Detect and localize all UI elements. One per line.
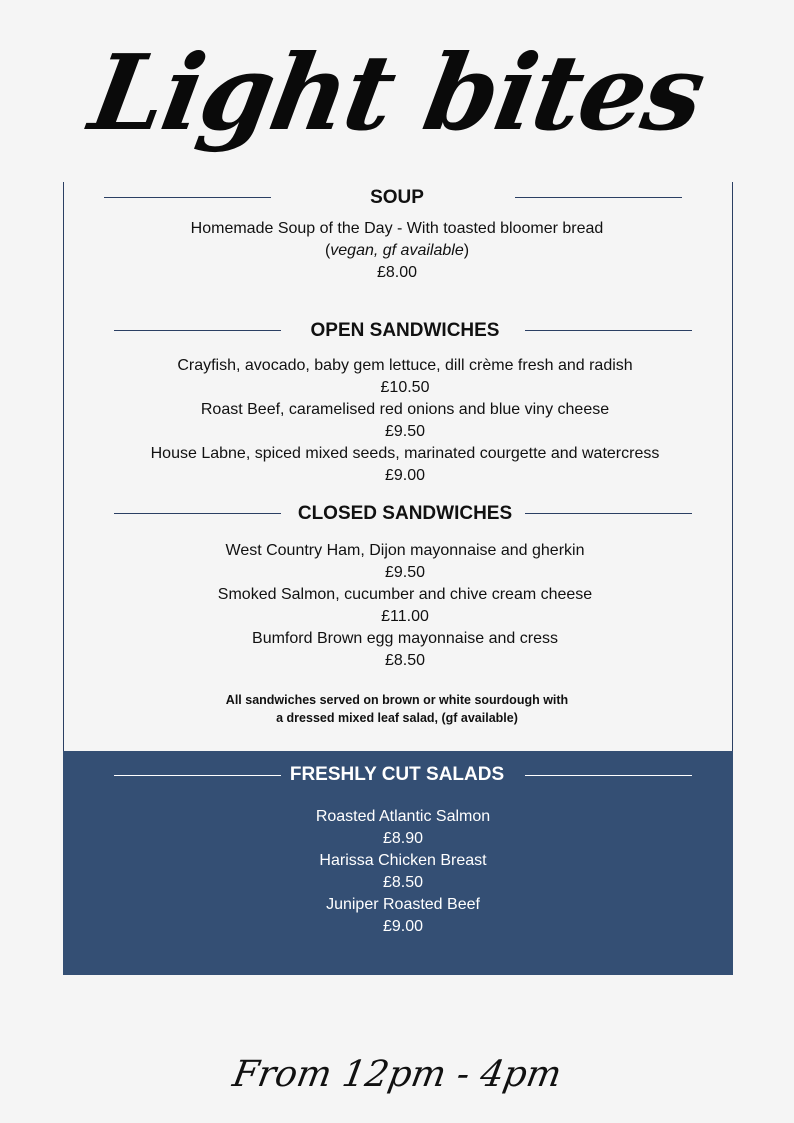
list-item-price: £9.00 (384, 467, 426, 484)
list-item-price: £9.50 (384, 564, 426, 581)
salads-heading: FRESHLY CUT SALADS (289, 764, 505, 785)
list-item-name: Crayfish, avocado, baby gem lettuce, dill crème fresh and radish (177, 357, 633, 374)
closed-sandwiches-heading: CLOSED SANDWICHES (297, 503, 513, 524)
list-item-price: £8.90 (382, 830, 424, 847)
soup-item-price: £8.00 (376, 264, 418, 281)
list-item-name: Harissa Chicken Breast (319, 852, 487, 869)
open-sandwiches-heading: OPEN SANDWICHES (310, 320, 500, 341)
list-item-price: £8.50 (384, 652, 426, 669)
sandwich-note-line: a dressed mixed leaf salad, (gf available) (276, 711, 518, 725)
list-item-price: £8.50 (382, 874, 424, 891)
soup-heading: SOUP (370, 187, 424, 208)
soup-item-note: (vegan, gf available) (324, 242, 470, 259)
open-sandwiches-section (8, 355, 794, 487)
list-item-price: £9.00 (382, 918, 424, 935)
closed-sandwiches-section (8, 540, 794, 672)
menu-title: Light bites (82, 31, 713, 154)
list-item-name: House Labne, spiced mixed seeds, marinated courgette and watercress (150, 445, 660, 462)
list-item-name: Roast Beef, caramelised red onions and blue viny cheese (200, 401, 610, 418)
soup-section (0, 218, 794, 284)
list-item-price: £9.50 (384, 423, 426, 440)
soup-item-name: Homemade Soup of the Day - With toasted bloomer bread (190, 220, 604, 237)
list-item-name: Juniper Roasted Beef (326, 896, 480, 913)
list-item-price: £11.00 (381, 608, 429, 625)
sandwich-note-line: All sandwiches served on brown or white sourdough with (225, 693, 569, 707)
list-item-name: Bumford Brown egg mayonnaise and cress (252, 630, 558, 647)
sandwich-note (0, 691, 794, 727)
salads-section (6, 806, 794, 938)
list-item-name: Roasted Atlantic Salmon (315, 808, 491, 825)
list-item-name: Smoked Salmon, cucumber and chive cream cheese (217, 586, 593, 603)
list-item-price: £10.50 (380, 379, 430, 396)
list-item-name: West Country Ham, Dijon mayonnaise and gherkin (225, 542, 585, 559)
serving-hours: From 12pm - 4pm (229, 1054, 565, 1095)
